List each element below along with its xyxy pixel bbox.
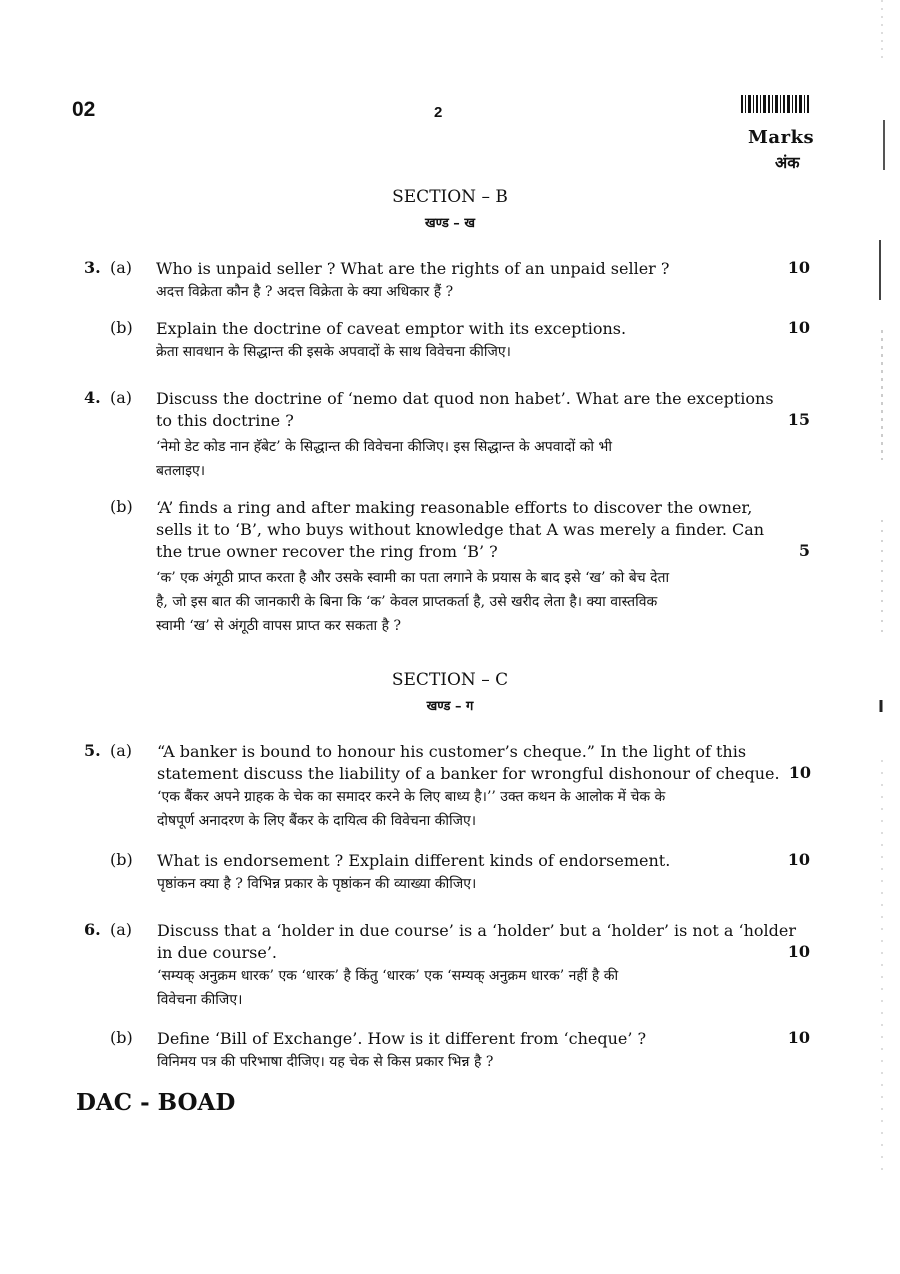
question-5a-hindi-line: दोषपूर्ण अनादरण के लिए बैंकर के दायित्व की विवेचना कीजिए। (157, 813, 477, 829)
question-4b-label: (b) (110, 497, 133, 516)
barcode-image (741, 95, 809, 113)
question-5a-label: (a) (110, 741, 133, 760)
question-4a-english-line: to this doctrine ? (156, 411, 294, 430)
question-6b-marks: 10 (787, 1028, 810, 1047)
question-4a-marks: 15 (787, 410, 810, 429)
question-4b-english-line: sells it to ‘B’, who buys without knowledge that A was merely a finder. Can (156, 520, 765, 539)
question-6a-marks: 10 (787, 942, 810, 961)
question-6b-label: (b) (110, 1028, 133, 1047)
question-4a-hindi-line: ‘नेमो डेट कोड नान हॅबेट’ के सिद्धान्त की विवेचना कीजिए। इस सिद्धान्त के अपवादों को भी (156, 439, 612, 455)
page-number: 2 (434, 104, 443, 121)
question-3a-text (156, 258, 669, 304)
question-5a-marks: 10 (788, 763, 811, 782)
question-4a-text (156, 388, 774, 483)
question-6a-text (157, 920, 796, 1012)
question-3b-label: (b) (110, 318, 133, 337)
question-4a-hindi-line: बतलाइए। (156, 463, 206, 479)
question-6a-hindi-line: विवेचना कीजिए। (157, 992, 243, 1008)
question-4a-english-line: Discuss the doctrine of ‘nemo dat quod non habet’. What are the exceptions (156, 389, 774, 408)
question-4b-hindi-line: है, जो इस बात की जानकारी के बिना कि ‘क’ केवल प्राप्तकर्ता है, उसे खरीद लेता है। क्या वास्तविक (156, 594, 658, 610)
question-3a-label: (a) (110, 258, 133, 277)
question-4b-english-line: ‘A’ finds a ring and after making reasonable efforts to discover the owner, (156, 498, 753, 517)
question-4b-hindi-line: स्वामी ‘ख’ से अंगूठी वापस प्राप्त कर सकता है ? (156, 618, 402, 634)
section-c-title: SECTION – C (391, 670, 509, 690)
question-3a-marks: 10 (787, 258, 810, 277)
question-3b-english: Explain the doctrine of caveat emptor with its exceptions. (156, 319, 627, 338)
section-b-title: SECTION – B (392, 187, 508, 207)
marks-heading-hindi: अंक (775, 153, 800, 172)
question-3b-text (156, 318, 626, 364)
question-6b-hindi: विनिमय पत्र की परिभाषा दीजिए। यह चेक से किस प्रकार भिन्न है ? (157, 1054, 494, 1070)
question-3b-hindi: क्रेता सावधान के सिद्धान्त की इसके अपवादों के साथ विवेचना कीजिए। (156, 344, 511, 360)
question-4b-marks: 5 (798, 541, 810, 560)
question-6a-english-line: Discuss that a ‘holder in due course’ is a ‘holder’ but a ‘holder’ is not a ‘holder (157, 921, 796, 940)
paper-code: 02 (72, 98, 96, 121)
question-6b-text (157, 1028, 646, 1074)
question-4b-english-line: the true owner recover the ring from ‘B’ ? (156, 542, 498, 561)
question-3a-hindi: अदत्त विक्रेता कौन है ? अदत्त विक्रेता के क्या अधिकार हैं ? (156, 284, 454, 300)
question-6a-english-line: in due course’. (157, 943, 278, 962)
scan-edge-marks (872, 0, 892, 1274)
question-4b-hindi-line: ‘क’ एक अंगूठी प्राप्त करता है और उसके स्वामी का पता लगाने के प्रयास के बाद इसे ‘ख’ को बेच देता (156, 570, 670, 586)
paper-footer-code: DAC - BOAD (76, 1089, 236, 1116)
question-5b-text (157, 850, 670, 896)
section-c-title-hindi: खण्ड – ग (426, 699, 474, 714)
question-5b-marks: 10 (787, 850, 810, 869)
question-5a-hindi-line: ‘एक बैंकर अपने ग्राहक के चेक का समादर करने के लिए बाध्य है।’’ उक्त कथन के आलोक में चेक के (157, 789, 666, 805)
question-6-number: 6. (84, 920, 101, 939)
question-3a-english: Who is unpaid seller ? What are the rights of an unpaid seller ? (156, 259, 670, 278)
question-4b-text (156, 497, 764, 638)
question-6b-english: Define ‘Bill of Exchange’. How is it different from ‘cheque’ ? (157, 1029, 647, 1048)
question-6a-hindi-line: ‘सम्यक् अनुक्रम धारक’ एक ‘धारक’ है किंतु ‘धारक’ एक ‘सम्यक् अनुक्रम धारक’ नहीं है की (157, 968, 619, 984)
section-b-title-hindi: खण्ड – ख (425, 216, 475, 231)
question-5a-english-line: statement discuss the liability of a banker for wrongful dishonour of cheque. (157, 764, 780, 783)
question-6a-label: (a) (110, 920, 133, 939)
marks-heading: Marks (748, 127, 815, 148)
question-5-number: 5. (84, 741, 101, 760)
question-5b-hindi: पृष्ठांकन क्या है ? विभिन्न प्रकार के पृष्ठांकन की व्याख्या कीजिए। (157, 876, 477, 892)
question-3b-marks: 10 (787, 318, 810, 337)
question-5a-english-line: “A banker is bound to honour his customer’s cheque.” In the light of this (157, 742, 747, 761)
question-5b-english: What is endorsement ? Explain different kinds of endorsement. (157, 851, 671, 870)
question-5b-label: (b) (110, 850, 133, 869)
question-4-number: 4. (84, 388, 101, 407)
question-3-number: 3. (84, 258, 101, 277)
question-5a-text (157, 741, 780, 833)
question-4a-label: (a) (110, 388, 133, 407)
